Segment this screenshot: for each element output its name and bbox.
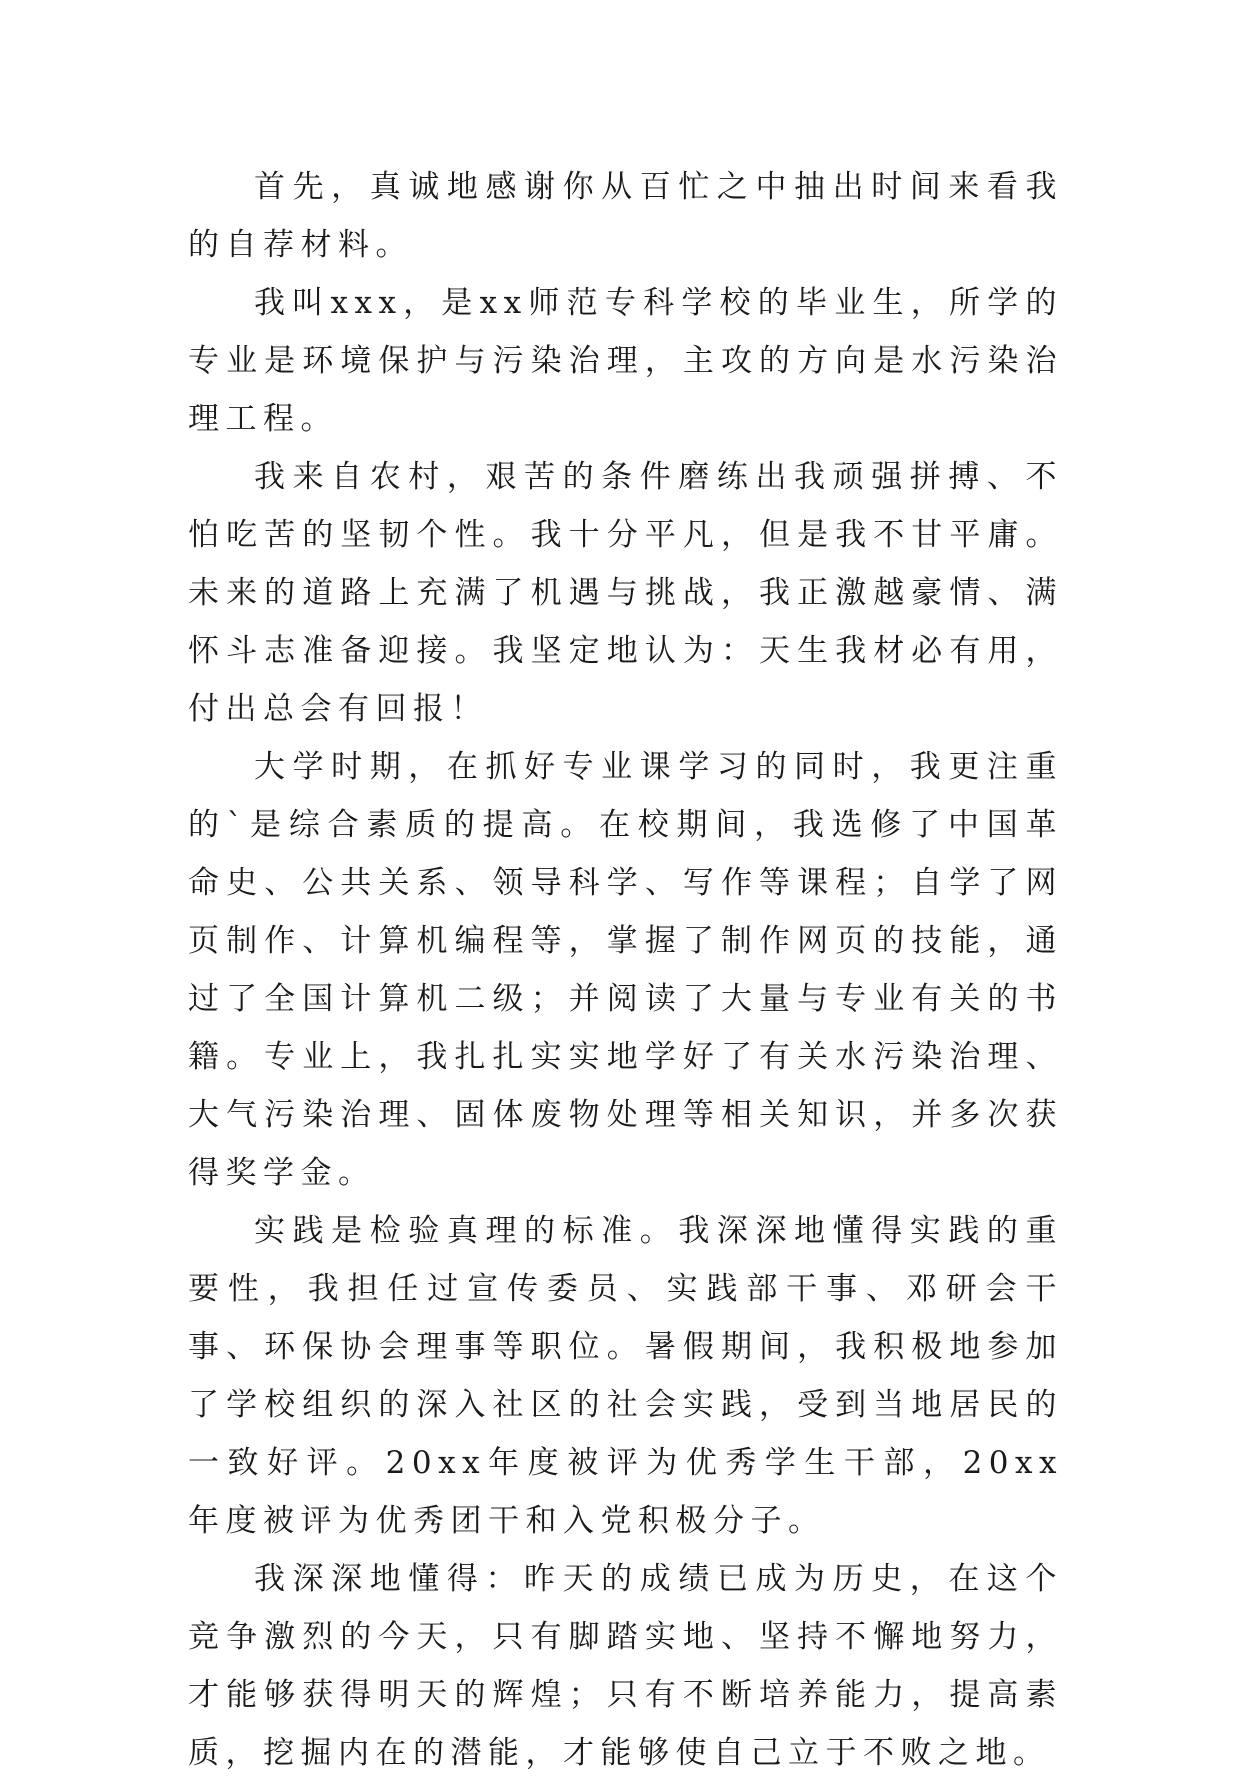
paragraph-introduction: 我叫xxx，是xx师范专科学校的毕业生，所学的专业是环境保护与污染治理，主攻的方向是水污染治理工程。 bbox=[188, 285, 1063, 437]
paragraph-gratitude: 首先，真诚地感谢你从百忙之中抽出时间来看我的自荐材料。 bbox=[188, 169, 1063, 263]
paragraph-university-study: 大学时期，在抓好专业课学习的同时，我更注重的`是综合素质的提高。在校期间，我选修了中国革命史、公共关系、领导科学、写作等课程；自学了网页制作、计算机编程等，掌握了制作网页的技能，通过了全国计算机二级；并阅读了大量与专业有关的书籍。专业上，我扎扎实实地学好了有关水污染治理、大气污染治理、固体废物处理等相关知识，并多次获得奖学金。 bbox=[188, 749, 1063, 1191]
paragraph-background: 我来自农村，艰苦的条件磨练出我顽强拼搏、不怕吃苦的坚韧个性。我十分平凡，但是我不甘平庸。未来的道路上充满了机遇与挑战，我正激越豪情、满怀斗志准备迎接。我坚定地认为：天生我材必有用，付出总会有回报！ bbox=[188, 459, 1063, 727]
document-body bbox=[188, 158, 1063, 1782]
paragraph-practice: 实践是检验真理的标准。我深深地懂得实践的重要性，我担任过宣传委员、实践部干事、邓研会干事、环保协会理事等职位。暑假期间，我积极地参加了学校组织的深入社区的社会实践，受到当地居民的一致好评。20xx年度被评为优秀学生干部，20xx年度被评为优秀团干和入党积极分子。 bbox=[188, 1213, 1063, 1539]
paragraph-conclusion: 我深深地懂得：昨天的成绩已成为历史，在这个竞争激烈的今天，只有脚踏实地、坚持不懈地努力，才能够获得明天的辉煌；只有不断培养能力，提高素质，挖掘内在的潜能，才能够使自己立于不败之地。 bbox=[188, 1561, 1063, 1771]
